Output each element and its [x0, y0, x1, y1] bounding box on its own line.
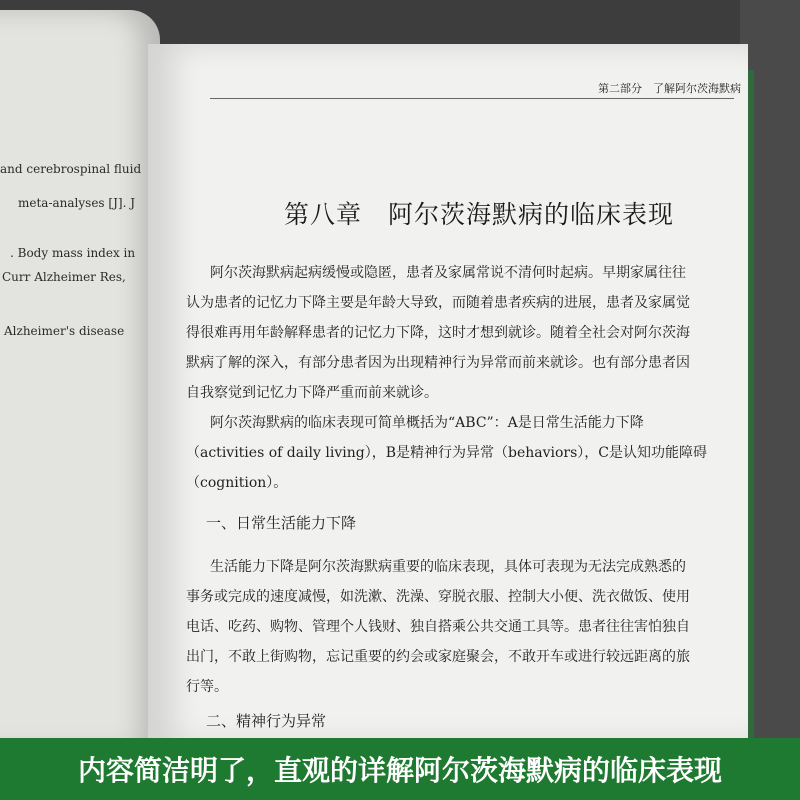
left-page-line: Curr Alzheimer Res, [2, 270, 126, 284]
left-page-line: meta-analyses [J]. J [18, 196, 136, 210]
paragraph-line: 阿尔茨海默病起病缓慢或隐匿，患者及家属常说不清何时起病。早期家属往往 [210, 265, 686, 281]
banner-text: 内容简洁明了，直观的详解阿尔茨海默病的临床表现 [77, 754, 722, 787]
caption-banner [0, 738, 800, 800]
paragraph-line: 事务或完成的速度减慢，如洗漱、洗澡、穿脱衣服、控制大小便、洗衣做饭、使用 [186, 589, 690, 605]
running-header: 第二部分 了解阿尔茨海默病 [598, 82, 741, 95]
paragraph-line: （cognition）。 [186, 475, 288, 491]
left-page-line: and cerebrospinal fluid [0, 162, 142, 176]
chapter-title: 第八章 阿尔茨海默病的临床表现 [284, 200, 675, 229]
paragraph-line: 阿尔茨海默病的临床表现可简单概括为“ABC”：A是日常生活能力下降 [210, 415, 644, 431]
paragraph-line: 出门，不敢上街购物，忘记重要的约会或家庭聚会，不敢开车或进行较远距离的旅 [186, 649, 690, 665]
left-page-line: . Body mass index in [10, 246, 136, 260]
section-heading: 一、日常生活能力下降 [206, 514, 357, 532]
paragraph-line: （activities of daily living），B是精神行为异常（behaviors），C是认知功能障碍 [186, 445, 708, 461]
paragraph-line: 行等。 [186, 679, 228, 695]
paragraph-line: 生活能力下降是阿尔茨海默病重要的临床表现，具体可表现为无法完成熟悉的 [210, 559, 686, 575]
paragraph-line: 得很难再用年龄解释患者的记忆力下降，这时才想到就诊。随着全社会对阿尔茨海 [186, 325, 690, 341]
paragraph-line: 默病了解的深入，有部分患者因为出现精神行为异常而前来就诊。也有部分患者因 [186, 355, 690, 371]
paragraph-line: 自我察觉到记忆力下降严重而前来就诊。 [186, 385, 438, 401]
left-page [0, 10, 160, 750]
left-page-line: Alzheimer's disease [4, 324, 125, 338]
header-rule [210, 98, 734, 99]
section-heading: 二、精神行为异常 [206, 712, 327, 730]
paragraph-line: 电话、吃药、购物、管理个人钱财、独自搭乘公共交通工具等。患者往往害怕独自 [186, 619, 690, 635]
paragraph-line: 认为患者的记忆力下降主要是年龄大导致，而随着患者疾病的进展，患者及家属觉 [186, 295, 690, 311]
